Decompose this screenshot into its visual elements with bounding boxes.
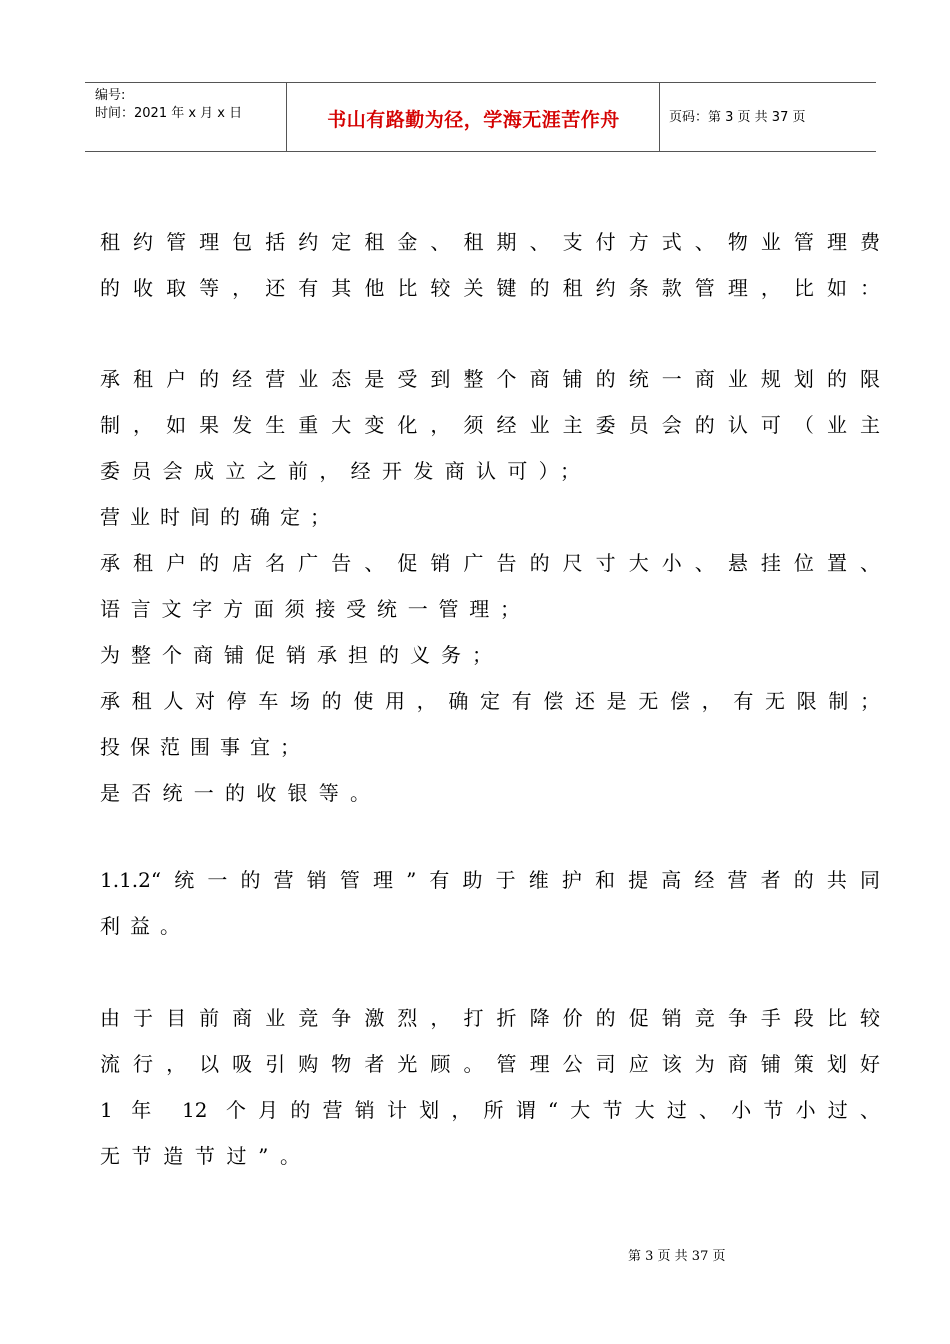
page-header <box>85 82 876 152</box>
text-line: 流行，以吸引购物者光顾。管理公司应该为商铺策划好 <box>100 1052 880 1076</box>
paragraph-marketing-plan <box>100 995 880 1179</box>
text-line: 承租人对停车场的使用，确定有偿还是无偿，有无限制； <box>100 689 880 713</box>
paragraph-lease-terms <box>100 356 880 816</box>
document-number-label: 编号: <box>95 88 126 103</box>
header-right-cell <box>660 83 876 151</box>
text-line: 由于目前商业竞争激烈，打折降价的促销竞争手段比较 <box>100 1006 880 1030</box>
header-motto: 书山有路勤为径，学海无涯苦作舟 <box>327 109 620 131</box>
text-line: 语言文字方面须接受统一管理； <box>100 597 520 621</box>
header-left-cell <box>85 83 287 151</box>
text-line: 1.1.2“统一的营销管理”有助于维护和提高经营者的共同 <box>100 868 880 892</box>
text-line: 为整个商铺促销承担的义务； <box>100 643 492 667</box>
text-line: 的收取等，还有其他比较关键的租约条款管理，比如： <box>100 276 880 300</box>
text-line: 租约管理包括约定租金、租期、支付方式、物业管理费 <box>100 230 880 254</box>
paragraph-lease-management <box>100 219 880 311</box>
text-line: 无节造节过”。 <box>100 1144 300 1168</box>
text-line: 1 年 12 个月的营销计划，所谓“大节大过、小节小过、 <box>100 1098 880 1122</box>
text-line: 利益。 <box>100 914 180 938</box>
paragraph-marketing-heading <box>100 857 880 949</box>
text-line: 是否统一的收银等。 <box>100 781 370 805</box>
page-footer-number: 第 3 页 共 37 页 <box>628 1249 726 1264</box>
document-time-label: 时间：2021 年 x 月 x 日 <box>95 106 243 121</box>
header-page-label: 页码：第 3 页 共 37 页 <box>669 110 806 125</box>
text-line: 投保范围事宜； <box>100 735 300 759</box>
header-motto-cell <box>287 83 660 151</box>
text-line: 营业时间的确定； <box>100 505 330 529</box>
text-line: 制，如果发生重大变化，须经业主委员会的认可（业主 <box>100 413 880 437</box>
text-line: 承租户的经营业态是受到整个商铺的统一商业规划的限 <box>100 367 880 391</box>
text-line: 委员会成立之前，经开发商认可）； <box>100 459 580 483</box>
text-line: 承租户的店名广告、促销广告的尺寸大小、悬挂位置、 <box>100 551 880 575</box>
